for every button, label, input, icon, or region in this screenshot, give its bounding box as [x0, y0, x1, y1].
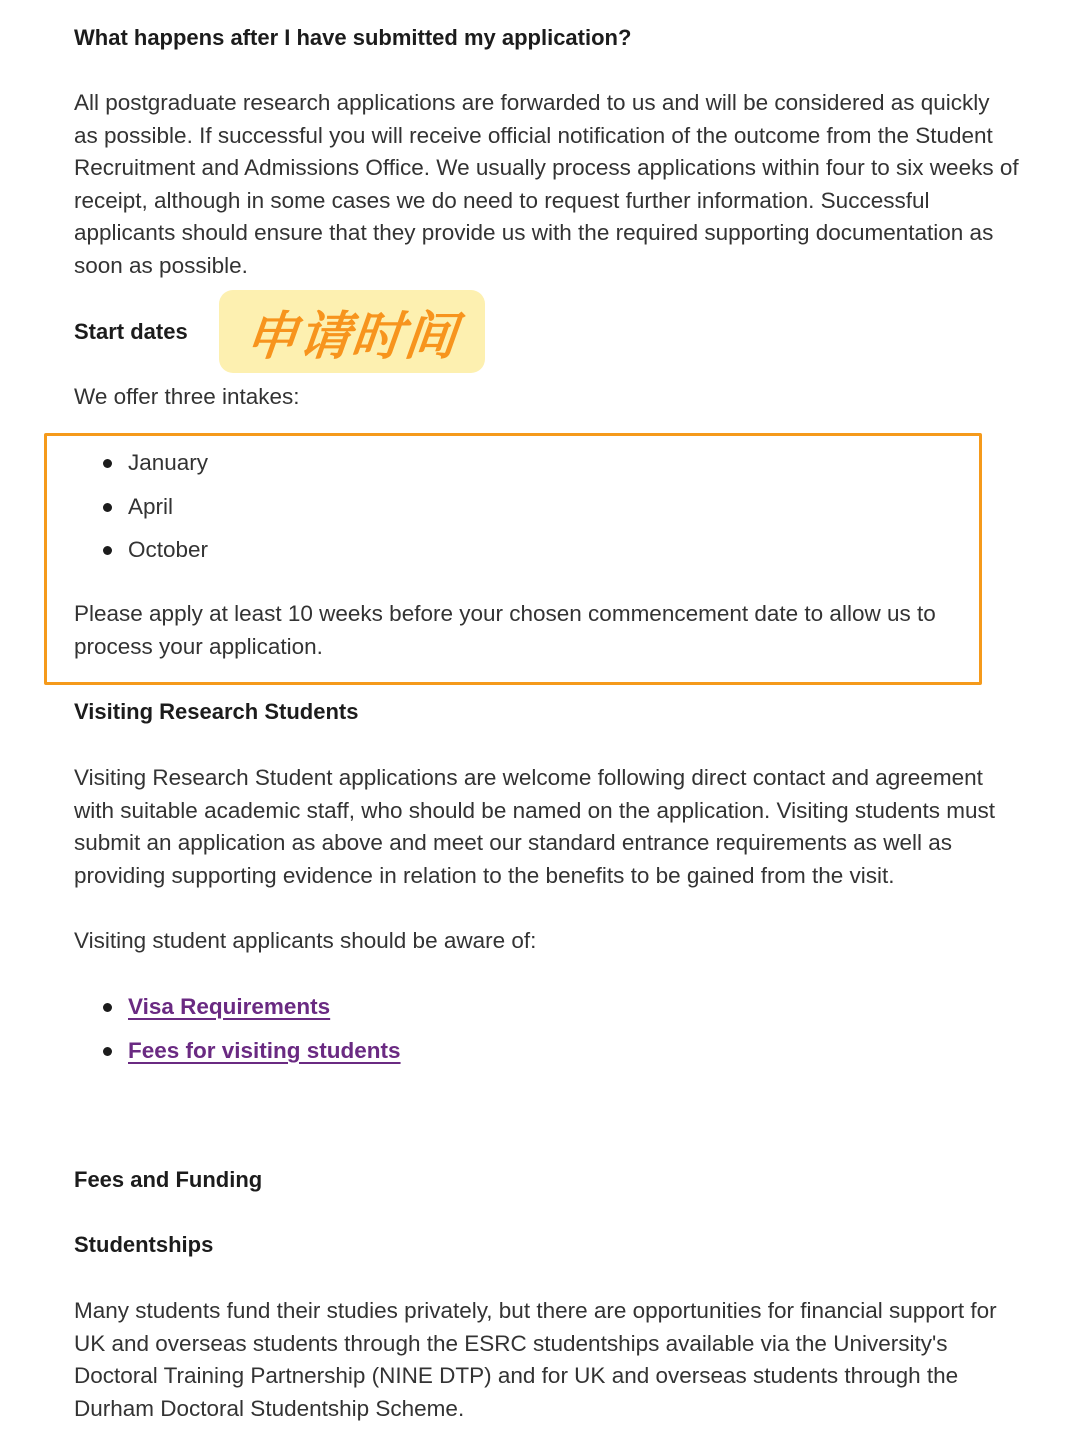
bullet-icon	[103, 1003, 112, 1012]
annotation-label: 申请时间	[242, 307, 461, 367]
annotation-sticker	[219, 290, 485, 373]
list-item	[74, 485, 208, 529]
list-item	[74, 1029, 401, 1073]
intakes-list	[74, 441, 208, 572]
intake-january: January	[128, 450, 209, 475]
heading-fees-and-funding: Fees and Funding	[74, 1167, 263, 1192]
heading-studentships: Studentships	[74, 1232, 214, 1257]
heading-visiting-research-students: Visiting Research Students	[74, 699, 359, 724]
bullet-icon	[103, 546, 112, 555]
intake-october: October	[128, 537, 209, 562]
bullet-icon	[103, 459, 112, 468]
heading-after-submission: What happens after I have submitted my application?	[74, 25, 632, 50]
link-visa-requirements[interactable]: Visa Requirements	[128, 994, 331, 1019]
paragraph-visiting-students: Visiting Research Student applications are welcome following direct contact and agreement with suitable academic staff, who should be named on the application. Visiting students must submit an application as above and meet our standard entrance requirements as well as providing supporting evidence in relation to the benefits to be gained from the visit.	[74, 765, 995, 888]
intake-april: April	[128, 493, 174, 519]
bullet-icon	[103, 1047, 112, 1056]
link-fees-visiting-students[interactable]: Fees for visiting students	[128, 1037, 401, 1063]
visiting-links-list	[74, 985, 401, 1072]
heading-start-dates: Start dates	[74, 319, 188, 344]
paragraph-intakes-intro: We offer three intakes:	[74, 384, 300, 409]
paragraph-studentships: Many students fund their studies privately, but there are opportunities for financial support for UK and overseas students through the ESRC studentships available via the University's Doctoral Training Partnership (NINE DTP) and for UK and overseas students through the Durham Doctoral Studentship Scheme.	[74, 1298, 997, 1421]
paragraph-visiting-aware: Visiting student applicants should be aware of:	[74, 928, 537, 953]
paragraph-apply-note: Please apply at least 10 weeks before your chosen commencement date to allow us to process your application.	[74, 601, 936, 659]
list-item	[74, 528, 208, 572]
list-item	[74, 441, 208, 485]
list-item	[74, 985, 401, 1029]
paragraph-application-processing: All postgraduate research applications are forwarded to us and will be considered as quickly as possible. If successful you will receive official notification of the outcome from the Student Recruitment and Admissions Office. We usually process applications within four to six weeks of receipt, although in some cases we do need to request further information. Successful applicants should ensure that they provide us with the required supporting documentation as soon as possible.	[74, 90, 1019, 278]
bullet-icon	[103, 503, 112, 512]
